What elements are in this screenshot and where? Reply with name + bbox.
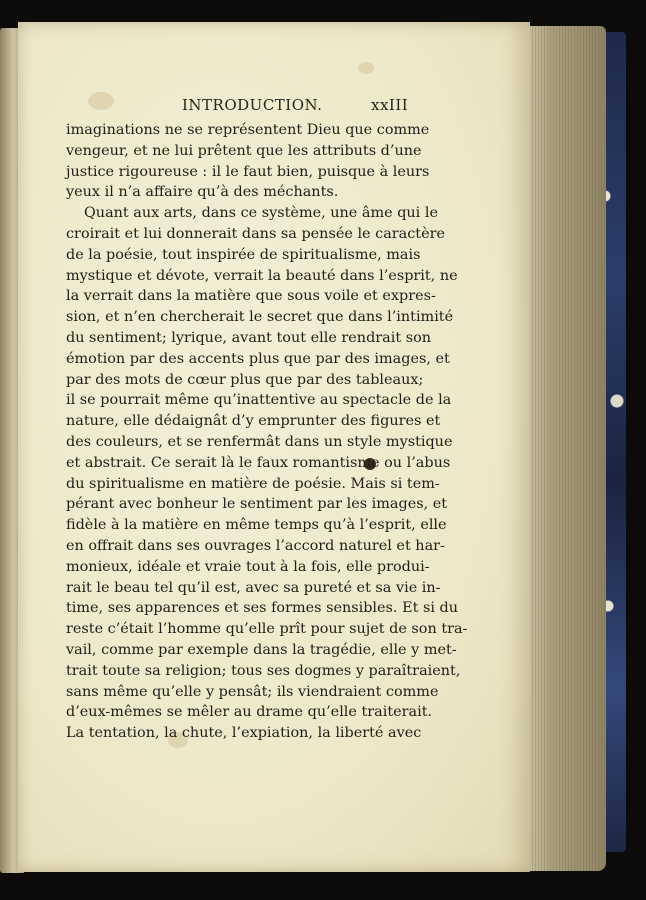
- text-line: rait le beau tel qu’il est, avec sa pureté et sa vie in-: [66, 579, 441, 596]
- text-line: fidèle à la matière en même temps qu’à l’esprit, elle: [66, 517, 447, 534]
- body-text: [66, 120, 468, 744]
- page-block-edge: [520, 26, 606, 871]
- book-page: [18, 22, 530, 872]
- text-line: la verrait dans la matière que sous voile et expres-: [66, 288, 436, 305]
- text-line: monieux, idéale et vraie tout à la fois, elle produi-: [66, 558, 430, 575]
- text-line: en offrait dans ses ouvrages l’accord naturel et har-: [66, 537, 445, 554]
- text-line: imaginations ne se représentent Dieu que comme: [66, 122, 430, 138]
- text-line: time, ses apparences et ses formes sensibles. Et si du: [66, 600, 458, 617]
- text-line: sion, et n’en chercherait le secret que dans l’intimité: [66, 309, 454, 326]
- text-line: Quant aux arts, dans ce système, une âme qui le: [84, 205, 438, 222]
- text-line: justice rigoureuse : il le faut bien, puisque à leurs: [66, 163, 430, 180]
- text-line: du sentiment; lyrique, avant tout elle rendrait son: [66, 329, 432, 346]
- text-line: vengeur, et ne lui prêtent que les attributs d’une: [66, 142, 422, 159]
- text-line: vail, comme par exemple dans la tragédie, elle y met-: [66, 641, 457, 658]
- page-header: [18, 96, 530, 118]
- text-line: sans même qu’elle y pensât; ils viendraient comme: [66, 683, 439, 700]
- text-line: nature, elle dédaignât d’y emprunter des figures et: [66, 413, 441, 430]
- text-line: yeux il n’a affaire qu’à des méchants.: [66, 184, 339, 201]
- page-number: xxIII: [371, 96, 409, 114]
- text-line: La tentation, la chute, l’expiation, la liberté avec: [66, 725, 422, 742]
- text-line: de la poésie, tout inspirée de spiritualisme, mais: [66, 246, 421, 263]
- text-line: reste c’était l’homme qu’elle prît pour sujet de son tra-: [66, 621, 468, 638]
- text-line: croirait et lui donnerait dans sa pensée le caractère: [66, 225, 445, 242]
- running-head: INTRODUCTION.: [182, 96, 323, 114]
- text-line: d’eux-mêmes se mêler au drame qu’elle traiterait.: [66, 704, 433, 721]
- foxing-spot: [358, 62, 374, 74]
- text-line: trait toute sa religion; tous ses dogmes y paraîtraient,: [66, 662, 461, 679]
- text-line: pérant avec bonheur le sentiment par les images, et: [66, 496, 448, 513]
- text-line: mystique et dévote, verrait la beauté dans l’esprit, ne: [66, 267, 458, 284]
- text-line: du spiritualisme en matière de poésie. Mais si tem-: [66, 475, 440, 492]
- text-line: par des mots de cœur plus que par des tableaux;: [66, 371, 424, 388]
- text-line: et abstrait. Ce serait là le faux romantisme ou l’abus: [66, 454, 451, 471]
- text-line: il se pourrait même qu’inattentive au spectacle de la: [66, 392, 452, 409]
- text-line: émotion par des accents plus que par des images, et: [66, 350, 450, 367]
- text-line: des couleurs, et se renfermât dans un style mystique: [66, 433, 453, 450]
